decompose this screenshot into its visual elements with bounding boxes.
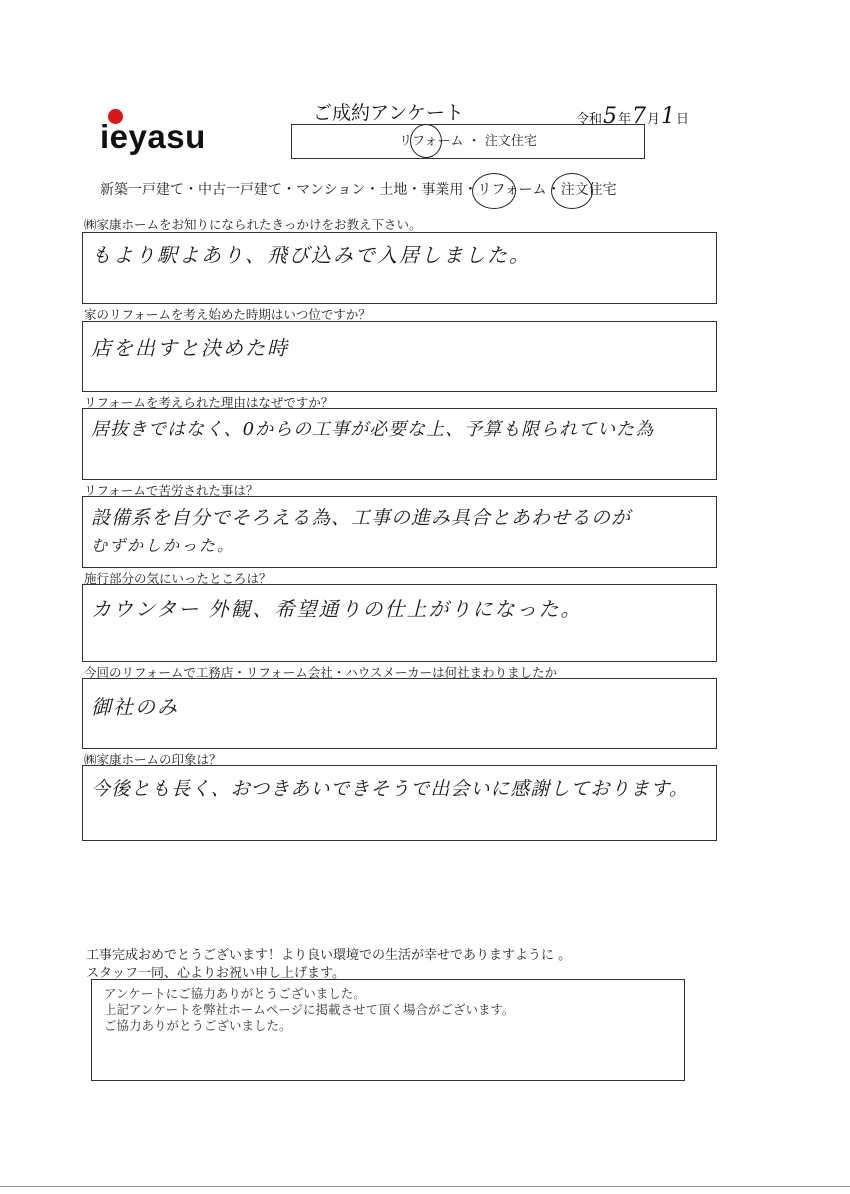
- question-label: 施行部分の気にいったところは？: [84, 571, 272, 586]
- notice-box: [91, 979, 685, 1081]
- answer-box: [82, 584, 717, 662]
- answer-box: [82, 765, 717, 841]
- answer-box: [82, 496, 717, 568]
- handwritten-answer: もより駅よあり、飛び込みで入居しました。: [91, 243, 531, 267]
- answer-box: [82, 408, 717, 480]
- property-types: [100, 179, 617, 199]
- form-title: ご成約アンケート: [313, 102, 464, 124]
- closing-message: 工事完成おめでとうございます！より良い環境での生活が幸せでありますように 。: [86, 948, 572, 963]
- type-used-house: 中古一戸建て: [198, 182, 282, 198]
- type-separator: ・: [365, 182, 380, 198]
- handwritten-answer: 居抜きではなく、0からの工事が必要な上、予算も限られていた為: [91, 419, 655, 440]
- closing-message: スタッフ一同、心よりお祝い申し上げます。: [86, 966, 345, 981]
- handwritten-answer: 店を出すと決めた時: [91, 336, 289, 360]
- notice-line: 上記アンケートを弊社ホームページに掲載させて頂く場合がございます。: [104, 1002, 515, 1017]
- type-mansion: マンション: [296, 182, 366, 198]
- date-day-unit: 日: [676, 112, 690, 127]
- type-reform: リフォーム: [477, 182, 547, 198]
- question-label: リフォームで苦労された事は？: [84, 483, 259, 498]
- notice-line: ご協力ありがとうございました。: [104, 1018, 292, 1033]
- date-day: 1: [661, 104, 676, 129]
- answer-box: [82, 321, 717, 392]
- answer-box: [82, 678, 717, 749]
- type-business: 事業用: [421, 182, 464, 198]
- handwritten-answer: 設備系を自分でそろえる為、工事の進み具合とあわせるのが: [91, 507, 632, 529]
- kind-option-reform: リフォーム: [399, 134, 464, 149]
- type-land: 土地: [379, 182, 408, 198]
- date-month-unit: 月: [647, 112, 661, 127]
- date-month: 7: [632, 104, 647, 129]
- date-year-unit: 年: [618, 112, 632, 127]
- kind-circle-mark: [410, 124, 442, 158]
- project-kind-box: [291, 124, 645, 159]
- type-circle-mark: [551, 173, 593, 209]
- type-separator: ・: [282, 182, 296, 198]
- handwritten-answer: カウンター 外観、希望通りの仕上がりになった。: [91, 597, 583, 621]
- page-bottom-rule: [0, 1186, 850, 1187]
- question-label: ㈱家康ホームをお知りになられたきっかけをお教え下さい。: [84, 217, 422, 232]
- question-label: リフォームを考えられた理由はなぜですか？: [84, 395, 334, 410]
- handwritten-answer: むずかしかった。: [91, 536, 236, 555]
- kind-option-custom-home: 注文住宅: [484, 134, 537, 149]
- handwritten-answer: 御社のみ: [91, 695, 179, 719]
- type-custom-home: 注文住宅: [560, 182, 617, 198]
- question-label: 家のリフォームを考え始めた時期はいつ位ですか？: [84, 307, 371, 322]
- type-separator: ・: [546, 182, 561, 198]
- type-new-house: 新築一戸建て: [100, 182, 184, 198]
- type-separator: ・: [407, 182, 422, 198]
- question-label: ㈱家康ホームの印象は？: [84, 752, 222, 767]
- type-separator: ・: [463, 182, 478, 198]
- notice-line: アンケートにご協力ありがとうございました。: [104, 986, 366, 1001]
- company-logo: ieyasu: [100, 118, 206, 155]
- type-circle-mark: [472, 173, 516, 209]
- answer-box: [82, 232, 717, 304]
- date-year: 5: [603, 104, 618, 129]
- question-label: 今回のリフォームで工務店・リフォーム会社・ハウスメーカーは何社まわりましたか: [84, 665, 558, 680]
- type-separator: ・: [184, 182, 198, 198]
- kind-separator: ・: [467, 134, 481, 149]
- handwritten-answer: 今後とも長く、おつきあいできそうで出会いに感謝しております。: [91, 778, 689, 800]
- date-era: 令和: [576, 112, 603, 127]
